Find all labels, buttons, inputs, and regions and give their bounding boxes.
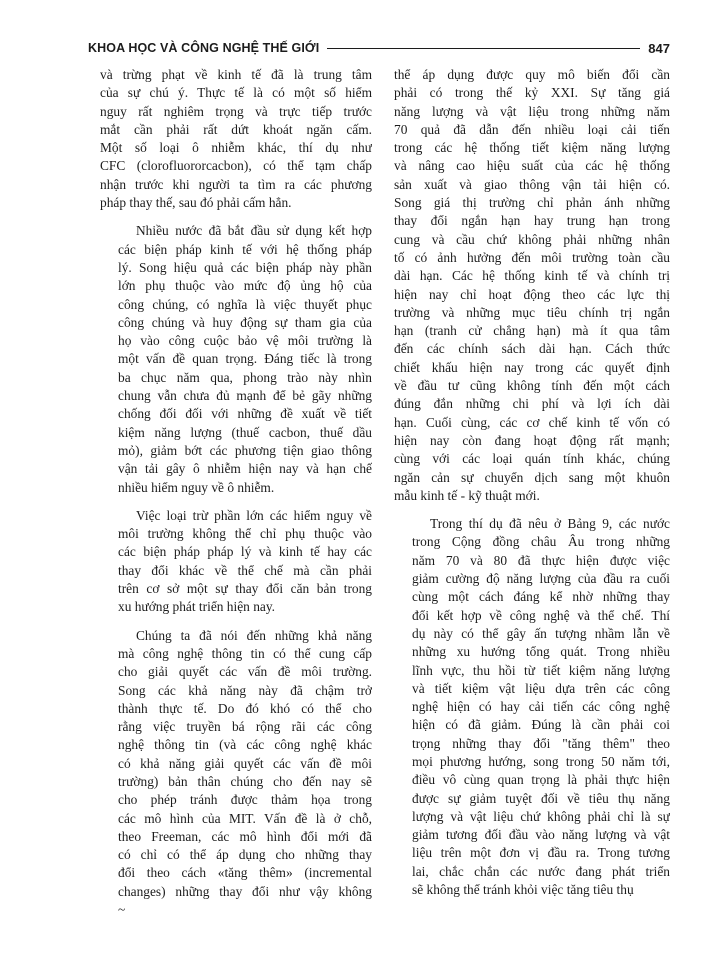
text-line: trường và những mục tiêu chính trị ngắn: [394, 304, 670, 320]
right-column-paragraph: [394, 66, 670, 505]
text-line: hạn. Cuối cùng, các cơ chế kinh tế vốn có: [394, 414, 670, 430]
text-line: của sự chú ý. Thực tế là có một số hiểm: [100, 85, 372, 101]
text-line: hiện nay còn đang hoạt động rất mạnh;: [394, 432, 670, 448]
text-line: thay đổi ngắn hạn hay trung hạn trong: [394, 213, 670, 229]
text-line: nhận trước khi người ta tìm ra các phương: [100, 176, 372, 192]
text-line: giảm cường độ năng lượng của đầu ra cuối: [412, 571, 670, 587]
text-line: Nhiều nước đã bắt đầu sử dụng kết hợp: [136, 223, 372, 239]
text-line: các mô hình của MIT. Vấn đề là ở chỗ,: [118, 810, 372, 826]
text-line: Chúng ta đã nói đến những khả năng: [136, 627, 372, 643]
text-line: hiện nay chỉ hoạt động theo các lực thị: [394, 286, 670, 302]
text-line: lai, chắc chắn các nước đang phát triển: [412, 863, 670, 879]
text-line: một vấn đề quan trọng. Đáng tiếc là trong: [118, 351, 372, 367]
text-line: Song các khả năng này đã chậm trở: [118, 682, 372, 698]
text-line: kiệm năng lượng (thuế cacbon, thuế dầu: [118, 424, 372, 440]
text-line: có chỉ có thể áp dụng cho những thay: [118, 847, 372, 863]
text-line: sản xuất và giao thông vận tải hiện có.: [394, 176, 670, 192]
text-line: có khả năng giải quyết các vấn đề môi: [118, 755, 372, 771]
right-column-paragraph: [394, 515, 670, 899]
text-line: thành thực tế. Do đó khó có thể cho: [118, 700, 372, 716]
text-line: giảm tương đối đầu vào năng lượng và vật: [412, 827, 670, 843]
text-line: trường) bản thân chúng cho đến nay sẽ: [118, 773, 372, 789]
text-line: chiết khấu hiện nay trong các quyết định: [394, 359, 670, 375]
text-line: hạn (tranh cử chẳng hạn) mà ít qua tâm: [394, 323, 670, 339]
left-column-paragraph: [100, 222, 372, 496]
text-line: đổi theo cách «tăng thêm» (incremental: [118, 865, 372, 881]
text-line: mà công nghệ thông tin có thể cung cấp: [118, 645, 372, 661]
text-line: trọng những thay đổi "tăng thêm" theo: [412, 735, 670, 751]
right-text-column: [394, 66, 670, 899]
text-line: cùng một cách đáng kể nhờ những thay: [412, 589, 670, 605]
text-line: liệu trên một đơn vị đầu ra. Trong tương: [412, 845, 670, 861]
text-line: đúng đắn những chi phí và lợi ích dài: [394, 396, 670, 412]
text-line: trong các hệ thống tiết kiệm năng lượng: [394, 140, 670, 156]
text-line: sẽ không thể tránh khỏi việc tăng tiêu thụ: [412, 882, 634, 898]
text-line: nghệ thông tin (và các công nghệ khác: [118, 737, 372, 753]
text-line: xu hướng phát triển hiện nay.: [118, 599, 276, 615]
text-line: về đầu tư cũng không tính đến một cách: [394, 378, 670, 394]
header-rule: [327, 48, 640, 49]
text-line: chung vẫn chưa đủ mạnh để bẻ gãy những: [118, 388, 372, 404]
text-line: Một số loại ô nhiễm khác, thí dụ như: [100, 140, 372, 156]
text-line: công chúng, có nghĩa là việc thuyết phục: [118, 296, 372, 312]
text-line: nghệ hiện có hay cải tiến các công nghệ: [412, 699, 670, 715]
text-line: được sự giảm tuyệt đối về tiêu thụ năng: [412, 790, 670, 806]
text-line: phải có trong thế kỷ XXI. Sự tăng giá: [394, 85, 670, 101]
text-line: dài hạn. Các hệ thống kinh tế và chính trị: [394, 268, 670, 284]
text-line: thể áp dụng được quy mô biến đổi cần: [394, 67, 670, 82]
text-line: cùng với các loại quán tính khác, chúng: [394, 451, 670, 467]
text-line: changes) những thay đổi như vậy không: [118, 883, 372, 899]
text-line: Trong thí dụ đã nêu ở Bảng 9, các nước: [430, 516, 670, 532]
text-line: mọi phương hướng, song trong 50 năm tới,: [412, 753, 670, 769]
text-line: vận tải gây ô nhiễm hiện nay và hạn chế: [118, 461, 372, 477]
text-line: họ vào công cuộc bảo vệ môi trường là: [118, 333, 372, 349]
text-line: lớn phụ thuộc vào mức độ ủng hộ của: [118, 278, 372, 294]
text-line: năm 70 và 80 đã thực hiện được việc: [412, 552, 670, 568]
text-line: Việc loại trừ phần lớn các hiểm nguy về: [136, 507, 372, 523]
text-line: nguy rất nghiêm trọng và trực tiếp trước: [100, 103, 372, 119]
text-line: trong Cộng đồng châu Âu trong những: [412, 534, 670, 550]
text-line: công chúng và huy động sự tham gia của: [118, 314, 372, 330]
text-line: theo Freeman, các mô hình đổi mới đã: [118, 828, 372, 844]
text-line: và nâng cao hiệu suất của các hệ thống: [394, 158, 670, 174]
text-line: rằng việc truyền bá rộng rãi các công: [118, 719, 372, 735]
text-line: trên cơ sở một sự thay đổi căn bản trong: [118, 581, 372, 597]
text-line: những xu hướng tổng quát. Trong nhiều: [412, 644, 670, 660]
left-column-paragraph: [100, 507, 372, 617]
left-column-paragraph: [100, 66, 372, 212]
text-line: dụ này có thể gây ấn tượng nhầm lẫn về: [412, 625, 670, 641]
text-line: đổi kết hợp về công nghệ và thể chế. Thí: [412, 607, 670, 623]
text-line: mỏ), giảm bớt các phương tiện giao thông: [118, 442, 372, 458]
text-line: hiện có đã giảm. Đúng là cần phải coi: [412, 717, 670, 733]
text-line: cho phép tránh được thảm họa trong: [118, 792, 372, 808]
left-column-paragraph: [100, 627, 372, 920]
text-line: các biện pháp kinh tế với hệ thống pháp: [118, 241, 372, 257]
text-line: điều vô cùng quan trọng là phải thực hiện: [412, 772, 670, 788]
text-line: lý. Song hiệu quả các biện pháp này phần: [118, 259, 372, 275]
text-line: lĩnh vực, thu hồi từ tiết kiệm năng lượng: [412, 662, 670, 678]
text-line: nhiều hiểm nguy về ô nhiễm.: [118, 479, 275, 495]
text-line: đến các chính sách dài hạn. Cách thức: [394, 341, 670, 357]
running-header: [88, 35, 670, 61]
text-line: mẫu kinh tế - kỹ thuật mới.: [394, 487, 540, 503]
text-line: 70 quả đã dẫn đến nhiều loại cải tiến: [394, 121, 670, 137]
text-line: ba chục năm qua, phong trào này nhìn: [118, 369, 372, 385]
text-line: cung và cầu chứ không phải những nhân: [394, 231, 670, 247]
text-line: thay đổi khác về thể chế mà cần phải: [118, 562, 372, 578]
text-line: chống đối đối với những đề xuất về tiết: [118, 406, 372, 422]
journal-title: KHOA HỌC VÀ CÔNG NGHỆ THẾ GIỚI: [88, 41, 320, 55]
text-line: và tiết kiệm vật liệu dựa trên các công: [412, 680, 670, 696]
text-line: và trừng phạt về kinh tế đã là trung tâm: [100, 67, 372, 82]
text-line: tố có ảnh hưởng đến môi trường toàn cầu: [394, 249, 670, 265]
left-text-column: [100, 66, 372, 919]
text-line: cho giải quyết các vấn đề môi trường.: [118, 664, 372, 680]
text-line: môi trường không thể chỉ phụ thuộc vào: [118, 526, 372, 542]
text-line: mắt cần phải rất dứt khoát ngăn cấm.: [100, 121, 372, 137]
text-line: ngăn cản sự chuyển dịch sang một khuôn: [394, 469, 670, 485]
text-line: CFC (clorofluororcacbon), có thể tạm chấp: [100, 158, 372, 174]
text-line: ~: [118, 902, 126, 918]
text-line: các biện pháp pháp lý và kinh tế hay các: [118, 544, 372, 560]
text-line: năng lượng và vật liệu trong những năm: [394, 103, 670, 119]
page-number: 847: [648, 40, 670, 56]
text-line: pháp thay thế, sau đó phải cấm hẳn.: [100, 195, 292, 211]
text-line: lượng và vật liệu chứ không phải chỉ là sự: [412, 808, 670, 824]
text-line: Song giá thị trường chỉ phản ánh những: [394, 195, 670, 211]
